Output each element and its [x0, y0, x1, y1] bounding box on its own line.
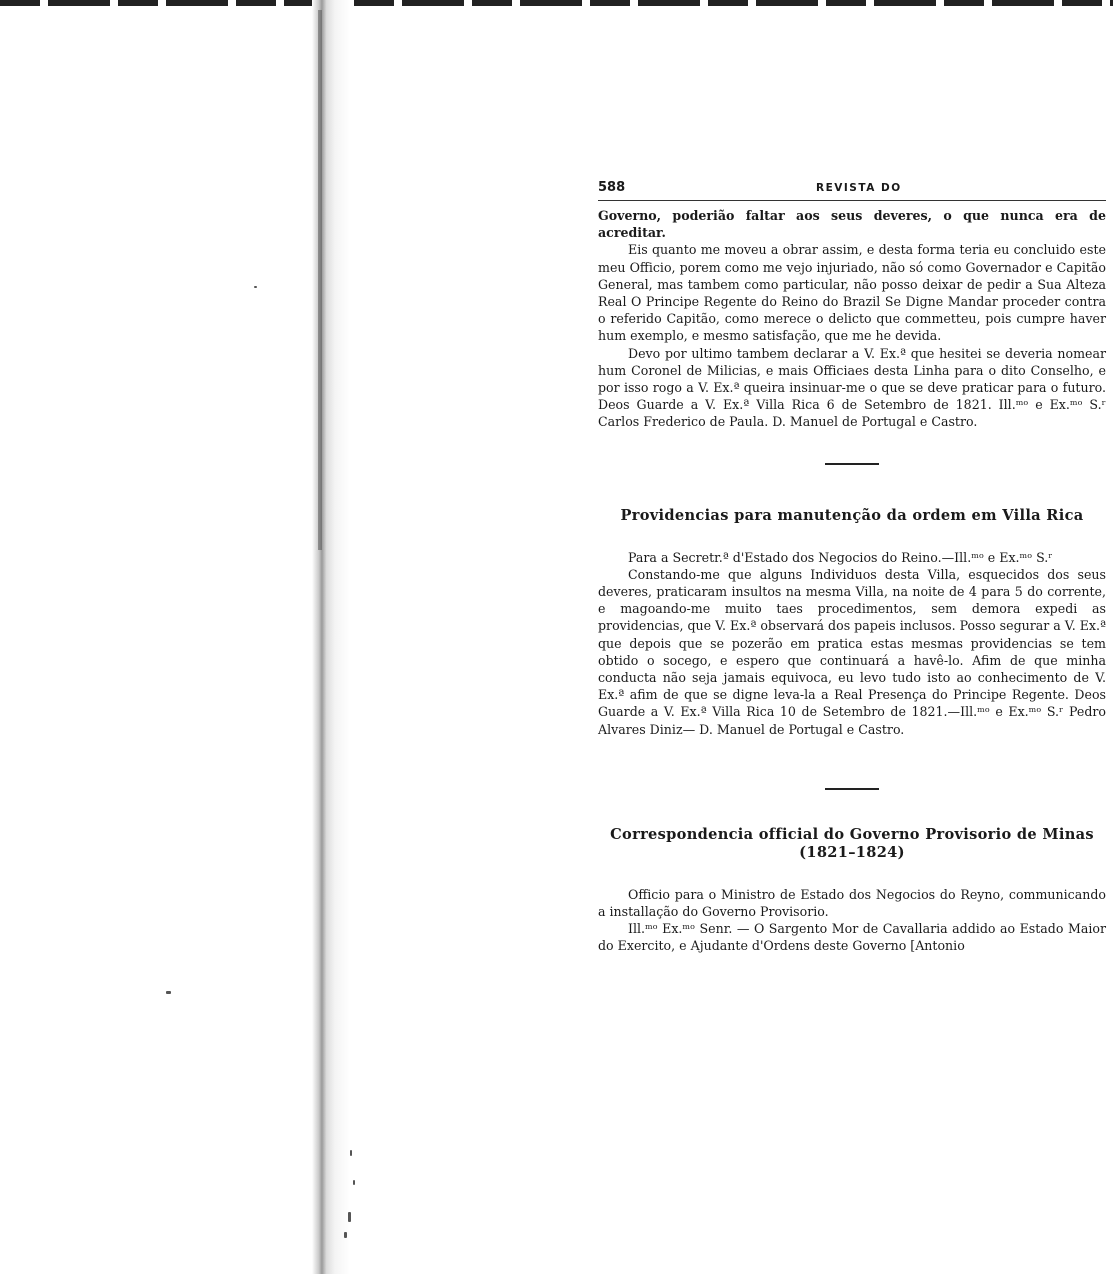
- scan-speck: [353, 1180, 355, 1185]
- page-number: 588: [598, 180, 626, 195]
- paragraph: Ill.ᵐᵒ Ex.ᵐᵒ Senr. — O Sargento Mor de Cavallaria addido ao Estado Maior do Exercito, e Ajudante d'Ordens deste Governo [Antonio: [598, 921, 1106, 954]
- paragraph: Devo por ultimo tambem declarar a V. Ex.ª que hesitei se deveria nomear hum Coronel de Milicias, e mais Officiaes desta Linha para o dito Conselho, e por isso rogo a V. Ex.ª queira insinuar-me o que se deve praticar para o futuro. Deos Guarde a V. Ex.ª Villa Rica 6 de Setembro de 1821. Ill.ᵐᵒ e Ex.ᵐᵒ S.ʳ Carlos Frederico de Paula. D. Manuel de Portugal e Castro.: [598, 345, 1106, 430]
- running-head: REVISTA DO: [816, 182, 902, 194]
- scan-speck: [350, 1150, 352, 1156]
- gutter-line: [318, 10, 322, 550]
- book-page: [598, 178, 1106, 955]
- scan-speck: [166, 991, 171, 994]
- paragraph: Officio para o Ministro de Estado dos Negocios do Reyno, communicando a installação do Governo Provisorio.: [598, 886, 1106, 920]
- paragraph: Para a Secretr.ª d'Estado dos Negocios do Reino.—Ill.ᵐᵒ e Ex.ᵐᵒ S.ʳ: [628, 549, 1053, 565]
- section-title: Correspondencia official do Governo Provisorio de Minas (1821–1824): [610, 825, 1094, 861]
- scan-top-edge: [0, 0, 1113, 6]
- scan-speck: [348, 1212, 351, 1222]
- section-title: Providencias para manutenção da ordem em Villa Rica: [620, 506, 1084, 524]
- page-header: [598, 178, 1106, 201]
- paragraph: Eis quanto me moveu a obrar assim, e desta forma teria eu concluido este meu Officio, porem como me vejo injuriado, não só como Governador e Capitão General, mas tambem como particular, não posso deixar de pedir a Sua Alteza Real O Principe Regente do Reino do Brazil Se Digne Mandar proceder contra o referido Capitão, como merece o delicto que commetteu, pois cumpre haver hum exemplo, e mesmo satisfação, que me he devida.: [598, 242, 1106, 344]
- scan-speck: [344, 1232, 347, 1238]
- scan-speck: [254, 286, 257, 288]
- paragraph: Constando-me que alguns Individuos desta Villa, esquecidos dos seus deveres, praticaram insultos na mesma Villa, na noite de 4 para 5 do corrente, e magoando-me muito taes procedimentos, sem demora expedi as providencias, que V. Ex.ª observará dos papeis inclusos. Posso segurar a V. Ex.ª que depois que se pozerão em pratica estas mesmas providencias se tem obtido o socego, e espero que continuará a havê-lo. Afim de que minha conducta não seja jamais equivoca, eu levo tudo isto ao conhecimento de V. Ex.ª afim de que se digne leva-la a Real Presença do Principe Regente. Deos Guarde a V. Ex.ª Villa Rica 10 de Setembro de 1821.—Ill.ᵐᵒ e Ex.ᵐᵒ S.ʳ Pedro Alvares Diniz— D. Manuel de Portugal e Castro.: [598, 566, 1106, 737]
- paragraph: Governo, poderião faltar aos seus deveres, o que nunca era de acreditar.: [598, 208, 1106, 241]
